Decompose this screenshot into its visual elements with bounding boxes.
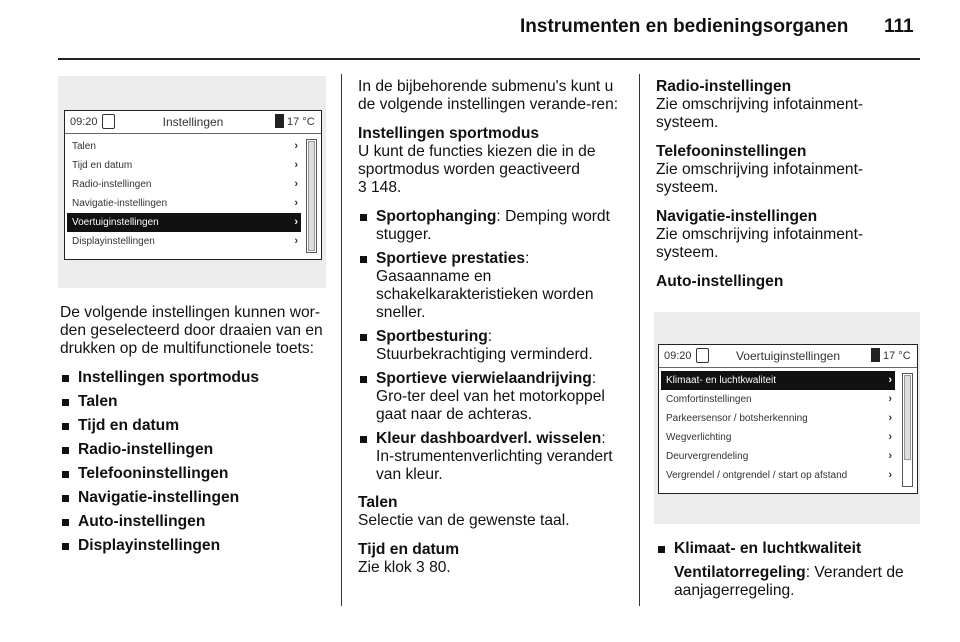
text-column-3 xyxy=(656,78,924,302)
screen-scrollbar[interactable] xyxy=(306,139,317,253)
menu-item[interactable]: Talen › xyxy=(67,137,301,156)
section-heading: Navigatie-instellingen xyxy=(656,208,818,225)
page-number: 111 xyxy=(884,16,914,37)
screen-title: Instellingen xyxy=(162,115,224,129)
chevron-right-icon: › xyxy=(888,374,892,386)
chevron-right-icon: › xyxy=(294,140,298,152)
screen-figure-1 xyxy=(58,76,326,288)
bullet-item: Sportieve vierwielaandrijving: Gro-ter deel van het motorkoppel gaat naar de achteras. xyxy=(358,370,626,424)
chevron-right-icon: › xyxy=(888,431,892,443)
section-text: U kunt de functies kiezen die in de sportmodus worden geactiveerd xyxy=(358,143,596,178)
sport-bullet-list xyxy=(358,208,626,484)
bullet-item: Telefooninstellingen xyxy=(60,465,332,483)
section-text: Zie omschrijving infotainment-systeem. xyxy=(656,96,864,131)
text-column-3-continued xyxy=(656,540,924,611)
thermometer-icon xyxy=(871,348,880,362)
settings-bullet-list xyxy=(60,369,332,555)
menu-item-selected[interactable]: Voertuiginstellingen › xyxy=(67,213,301,232)
display-screen xyxy=(64,110,322,260)
submenu-intro: In de bijbehorende submenu's kunt u de volgende instellingen verande-ren: xyxy=(358,78,619,113)
text-column-2 xyxy=(358,78,626,588)
screen-menu-list xyxy=(67,137,301,251)
menu-item[interactable]: Deurvergrendeling › xyxy=(661,447,895,466)
auto-section xyxy=(656,273,924,291)
bullet-item: Sportbesturing: Stuurbekrachtiging verminderd. xyxy=(358,328,626,364)
chevron-right-icon: › xyxy=(888,450,892,462)
screen-title: Voertuiginstellingen xyxy=(735,349,841,363)
bullet-item: Talen xyxy=(60,393,332,411)
menu-item[interactable]: Parkeersensor / botsherkenning › xyxy=(661,409,895,428)
scrollbar-thumb[interactable] xyxy=(904,375,911,460)
menu-item[interactable]: Tijd en datum › xyxy=(67,156,301,175)
section-text: Zie omschrijving infotainment-systeem. xyxy=(656,161,864,196)
section-heading: Radio-instellingen xyxy=(656,78,792,95)
page-header-title: Instrumenten en bedieningsorganen xyxy=(520,16,849,37)
menu-item-selected[interactable]: Klimaat- en luchtkwaliteit › xyxy=(661,371,895,390)
bullet-item: Displayinstellingen xyxy=(60,537,332,555)
sport-section xyxy=(358,125,626,197)
radio-section xyxy=(656,78,924,132)
menu-item[interactable]: Vergrendel / ontgrendel / start op afstand › xyxy=(661,466,895,485)
section-heading: Instellingen sportmodus xyxy=(358,125,540,142)
section-heading: Auto-instellingen xyxy=(656,273,784,290)
menu-item[interactable]: Navigatie-instellingen › xyxy=(67,194,301,213)
bullet-item: Sportophanging: Demping wordt stugger. xyxy=(358,208,626,244)
page-reference-link[interactable]: 3 148. xyxy=(358,179,402,196)
klimaat-bullet-list xyxy=(656,540,924,558)
bullet-item: Auto-instellingen xyxy=(60,513,332,531)
screen-figure-2 xyxy=(654,312,920,524)
ventilator-description: Ventilatorregeling: Verandert de aanjagerregeling. xyxy=(674,564,904,599)
screen-time: 09:20 xyxy=(70,116,98,128)
screen-time: 09:20 xyxy=(664,350,692,362)
chevron-right-icon: › xyxy=(294,216,298,228)
text-column-1 xyxy=(60,304,332,565)
tel-section xyxy=(656,143,924,197)
bullet-item: Kleur dashboardverl. wisselen: In-strumentenverlichting verandert van kleur. xyxy=(358,430,626,484)
intro-paragraph: De volgende instellingen kunnen wor-den geselecteerd door draaien van en drukken op de multifunctionele toets: xyxy=(60,304,323,357)
tijd-section xyxy=(358,541,626,577)
menu-item[interactable]: Wegverlichting › xyxy=(661,428,895,447)
menu-item[interactable]: Radio-instellingen › xyxy=(67,175,301,194)
column-divider xyxy=(341,74,342,606)
screen-status-bar xyxy=(659,345,917,368)
chevron-right-icon: › xyxy=(294,159,298,171)
menu-item[interactable]: Comfortinstellingen › xyxy=(661,390,895,409)
talen-section xyxy=(358,494,626,530)
screen-temperature: 17 °C xyxy=(287,116,315,128)
chevron-right-icon: › xyxy=(888,393,892,405)
section-heading: Telefooninstellingen xyxy=(656,143,807,160)
screen-temperature: 17 °C xyxy=(883,350,911,362)
section-text: Zie klok 3 80. xyxy=(358,559,451,576)
section-heading: Tijd en datum xyxy=(358,541,460,558)
display-screen xyxy=(658,344,918,494)
thermometer-icon xyxy=(275,114,284,128)
chevron-right-icon: › xyxy=(888,412,892,424)
column-divider xyxy=(639,74,640,606)
bullet-item: Klimaat- en luchtkwaliteit xyxy=(656,540,924,558)
nav-section xyxy=(656,208,924,262)
bullet-item: Sportieve prestaties: Gasaanname en schakelkarakteristieken worden sneller. xyxy=(358,250,626,322)
screen-status-bar xyxy=(65,111,321,134)
scrollbar-thumb[interactable] xyxy=(308,141,315,251)
chevron-right-icon: › xyxy=(294,235,298,247)
screen-scrollbar[interactable] xyxy=(902,373,913,487)
screen-menu-list xyxy=(661,371,895,485)
menu-item[interactable]: Displayinstellingen › xyxy=(67,232,301,251)
bullet-item: Radio-instellingen xyxy=(60,441,332,459)
bullet-item: Navigatie-instellingen xyxy=(60,489,332,507)
section-text: Zie omschrijving infotainment-systeem. xyxy=(656,226,864,261)
bullet-item: Tijd en datum xyxy=(60,417,332,435)
chevron-right-icon: › xyxy=(294,197,298,209)
bullet-item: Instellingen sportmodus xyxy=(60,369,332,387)
section-text: Selectie van de gewenste taal. xyxy=(358,512,570,529)
chevron-right-icon: › xyxy=(888,469,892,481)
chevron-right-icon: › xyxy=(294,178,298,190)
header-divider xyxy=(58,58,920,60)
section-heading: Talen xyxy=(358,494,398,511)
